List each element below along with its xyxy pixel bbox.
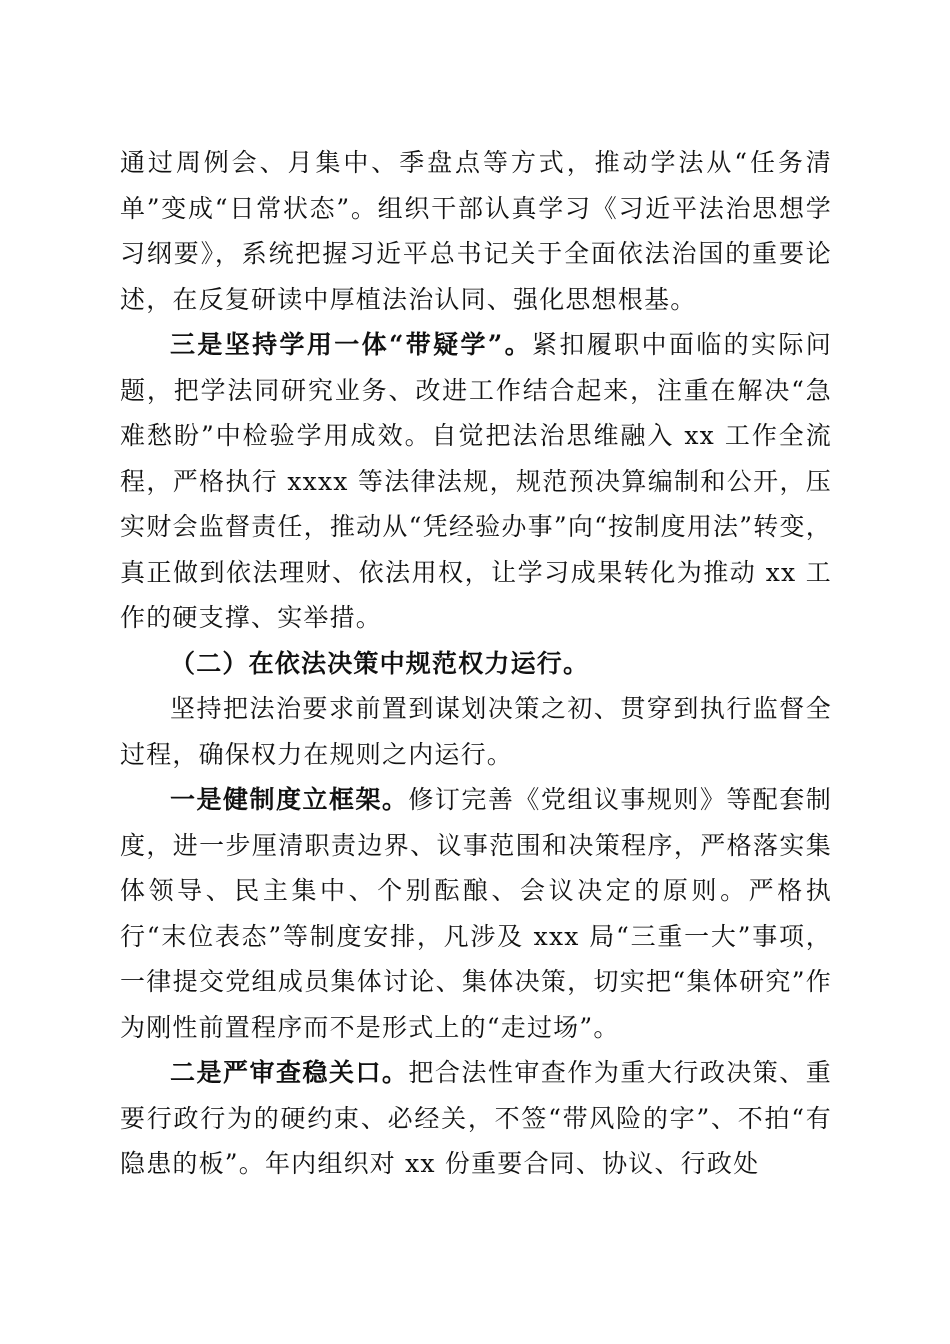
paragraph-text: 紧扣履职中面临的实际问题，把学法同研究业务、改进工作结合起来，注重在解决“急难愁盼”中检验学用成效。自觉把法治思维融入 xx 工作全流程，严格执行 xxxx 等法律法规，规范预决算编制和公开，压实财会监督责任，推动从“凭经验办事”向“按制度用法”转变，真正做到依法理财、依法用权，让学习成果转化为推动 xx 工作的硬支撑、实举措。	[120, 330, 832, 632]
paragraph-text: 通过周例会、月集中、季盘点等方式，推动学法从“任务清单”变成“日常状态”。组织干部认真学习《习近平法治思想学习纲要》，系统把握习近平总书记关于全面依法治国的重要论述，在反复研读中厚植法治认同、强化思想根基。	[120, 148, 832, 314]
paragraph-continuation	[120, 140, 832, 322]
paragraph-text: 修订完善《党组议事规则》等配套制度，进一步厘清职责边界、议事范围和决策程序，严格落实集体领导、民主集中、个别酝酿、会议决定的原则。严格执行“末位表态”等制度安排，凡涉及 xxx 局“三重一大”事项，一律提交党组成员集体讨论、集体决策，切实把“集体研究”作为刚性前置程序而不是形式上的“走过场”。	[120, 785, 832, 1042]
paragraph-lead: 一是健制度立框架。	[170, 785, 409, 814]
paragraph-point-one	[120, 777, 832, 1050]
paragraph-text: 坚持把法治要求前置到谋划决策之初、贯穿到执行监督全过程，确保权力在规则之内运行。	[120, 694, 832, 769]
paragraph-lead: 二是严审查稳关口。	[170, 1058, 409, 1087]
section-heading-text: （二）在依法决策中规范权力运行。	[170, 648, 590, 678]
paragraph-text: 把合法性审查作为重大行政决策、重要行政行为的硬约束、必经关，不签“带风险的字”、不拍“有隐患的板”。年内组织对 xx 份重要合同、协议、行政处	[120, 1058, 832, 1178]
paragraph-intro	[120, 686, 832, 777]
paragraph-point-two	[120, 1050, 832, 1187]
document-body	[120, 140, 832, 1187]
section-heading	[120, 641, 832, 687]
paragraph-point-three	[120, 322, 832, 641]
paragraph-lead: 三是坚持学用一体“带疑学”。	[170, 330, 533, 359]
